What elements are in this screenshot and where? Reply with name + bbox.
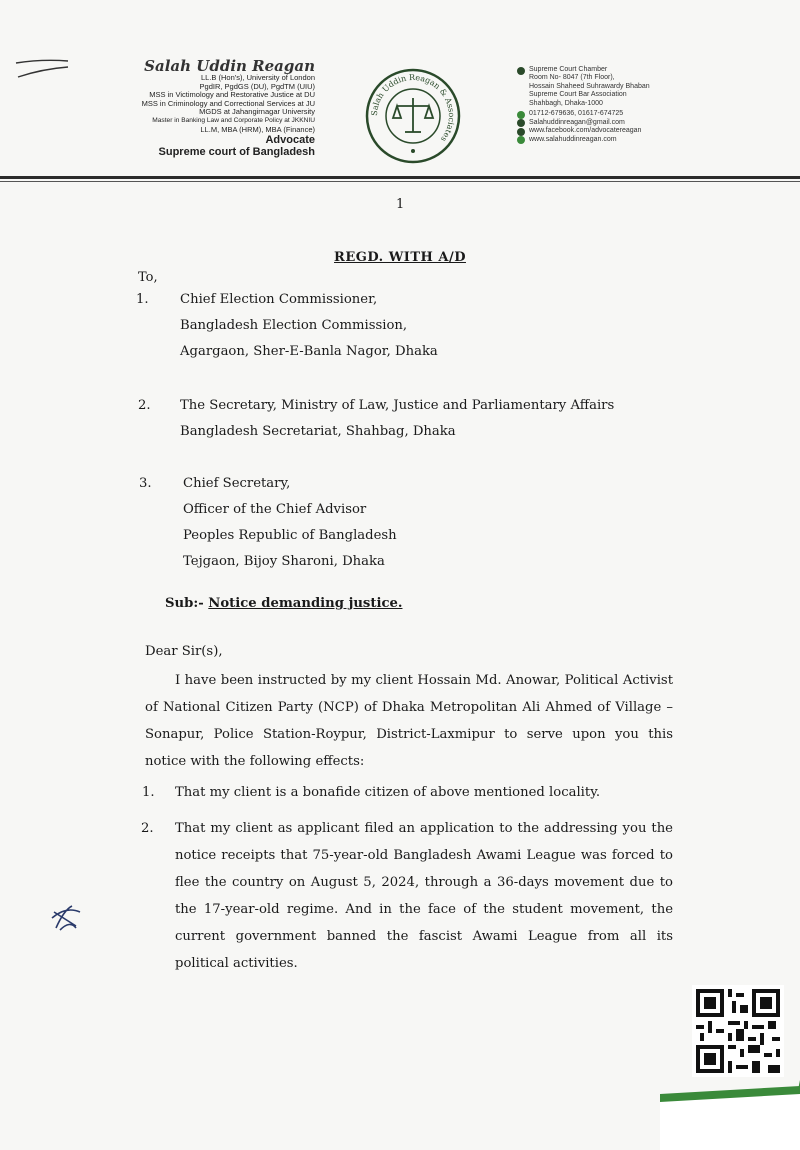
addressee-number: 1. <box>136 292 149 307</box>
letterhead-left <box>60 58 315 159</box>
subject-text: Notice demanding justice. <box>208 596 403 611</box>
point-text: That my client is a bonafide citizen of above mentioned locality. <box>175 785 601 800</box>
addressee-number: 2. <box>138 398 151 413</box>
qualification-line: PgdIR, PgdGS (DU), PgdTM (UIU) <box>199 81 315 91</box>
contact-facebook: www.facebook.com/advocatereagan <box>517 127 757 136</box>
subject-prefix: Sub:- <box>165 596 204 611</box>
page-number: 1 <box>396 197 405 212</box>
addressee-2: 2. The Secretary, Ministry of Law, Justice and Parliamentary Affairs Bangladesh Secretariat, Shahbag, Dhaka <box>180 393 614 445</box>
point-text: That my client as applicant filed an application to the addressing you the notice receipts that 75-year-old Bangladesh Awami League was forced to flee the country on August 5, 2024, through a 36-days movement due to the 17-year-old regime. And in the face of the student movement, the current government banned the fascist Awami League from all its political activities. <box>175 821 673 971</box>
handwritten-initial <box>46 898 86 938</box>
advocate-name: Salah Uddin Reagan <box>144 57 315 75</box>
addressee-number: 3. <box>139 476 152 491</box>
salutation: Dear Sir(s), <box>145 644 223 659</box>
qr-code[interactable] <box>692 985 784 1077</box>
contact-address: Supreme Court Chamber Room No- 8047 (7th Floor), Hossain Shaheed Suhrawardy Bhaban Supreme Court Bar Association Shahbagh, Dhaka-1000 <box>517 66 757 108</box>
letterhead-contacts <box>517 66 757 144</box>
contact-phone: 01712-679636, 01617-674725 <box>517 110 757 119</box>
phone-icon <box>517 111 525 119</box>
law-firm-seal <box>363 66 463 166</box>
contact-email: Salahuddinreagan@gmail.com <box>517 119 757 128</box>
intro-paragraph: I have been instructed by my client Hossain Md. Anowar, Political Activist of National Citizen Party (NCP) of Dhaka Metropolitan Ali Ahmed of Village –Sonapur, Police Station-Roypur, District-Laxmipur to serve upon you this notice with the following effects: <box>145 673 673 769</box>
subject-line <box>165 596 402 611</box>
facebook-icon <box>517 128 525 136</box>
to-label: To, <box>138 270 158 285</box>
addressee-1: 1. Chief Election Commissioner, Bangladesh Election Commission, Agargaon, Sher-E-Banla Nagor, Dhaka <box>180 287 438 365</box>
point-number: 1. <box>142 785 155 800</box>
court-name: Supreme court of Bangladesh <box>158 146 315 159</box>
qualification-line: Master in Banking Law and Corporate Policy at JKKNIU <box>152 116 315 124</box>
qualification-line: MGDS at Jahangirnagar University <box>199 107 315 117</box>
point-1 <box>142 779 601 806</box>
scales-of-justice-icon <box>393 98 433 132</box>
letterhead-divider-thin <box>0 181 800 182</box>
qualification-line: LL.M, MBA (HRM), MBA (Finance) <box>200 124 315 134</box>
seal-text: Salah Uddin Reagan & Associates <box>369 72 457 144</box>
point-2 <box>141 815 673 977</box>
point-number: 2. <box>141 821 154 836</box>
contact-website: www.salahuddinreagan.com <box>517 136 757 145</box>
qualification-line: LL.B (Hon's), University of London <box>201 73 315 82</box>
advocate-title: Advocate <box>265 134 315 147</box>
qualification-line: MSS in Victimology and Restorative Justice at DU <box>149 90 315 100</box>
email-icon <box>517 119 525 127</box>
addressee-3: 3. Chief Secretary, Officer of the Chief Advisor Peoples Republic of Bangladesh Tejgaon, Bijoy Sharoni, Dhaka <box>183 471 397 575</box>
delivery-mode: REGD. WITH A/D <box>334 250 466 265</box>
web-icon <box>517 136 525 144</box>
letterhead-divider <box>0 176 800 179</box>
location-icon <box>517 67 525 75</box>
qualification-line: MSS in Criminology and Correctional Services at JU <box>141 98 315 108</box>
